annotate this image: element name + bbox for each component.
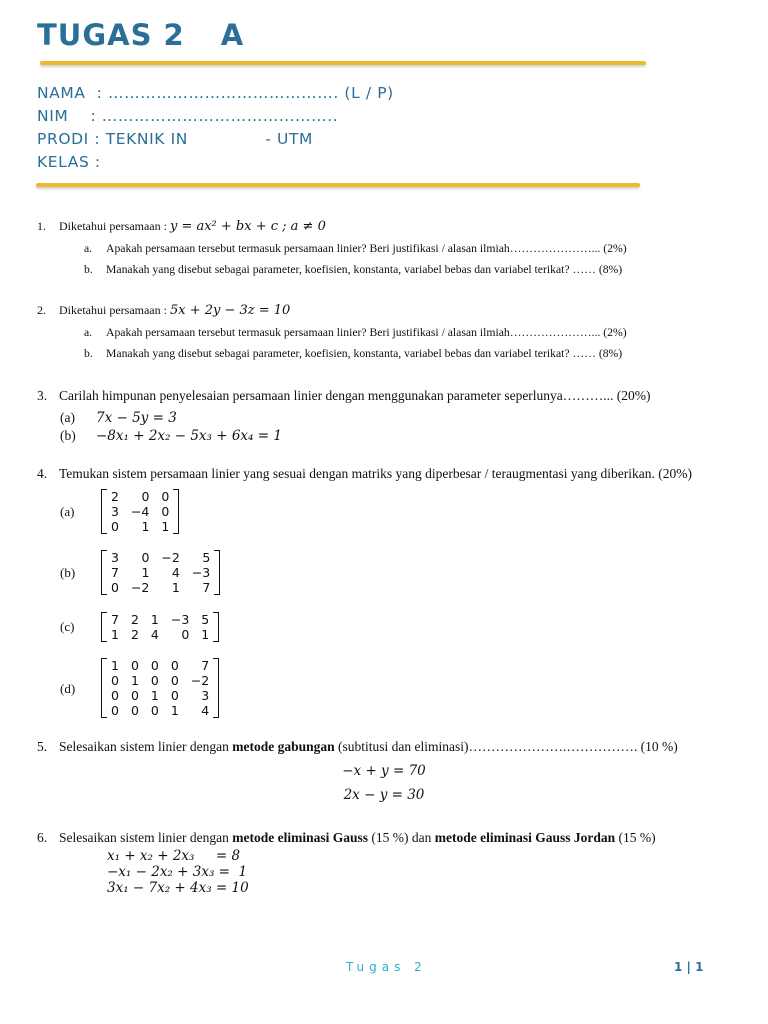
question-2: 2. Diketahui persamaan : 5x + 2y − 3z = 10 [37, 303, 291, 318]
question-1a: a. Apakah persamaan tersebut termasuk persamaan linier? Beri justifikasi / alasan ilmiah…………………... (2%) [84, 242, 627, 255]
matrix-b [101, 550, 220, 595]
q6-equation-1: x₁ + x₂ + 2x₃ = 8 [107, 848, 241, 864]
kelas-line: KELAS : [37, 153, 101, 171]
matrix-cell: 0 [130, 658, 139, 673]
q6-equation-3: 3x₁ − 7x₂ + 4x₃ = 10 [107, 880, 249, 896]
matrix-cell: 7 [201, 658, 210, 673]
matrix-row [105, 550, 216, 565]
matrix-cell: 0 [150, 703, 159, 718]
matrix-cell: 4 [150, 627, 159, 642]
nama-line: NAMA : ……………………………………. (L / P) [37, 84, 394, 102]
matrix-row [105, 673, 215, 688]
title-main: TUGAS 2 [37, 18, 185, 52]
question-1b: b. Manakah yang disebut sebagai parameter, koefisien, konstanta, variabel bebas dan variabel terikat? …… (8%) [84, 263, 623, 276]
question-5: 5. Selesaikan sistem linier dengan metode gabungan (subtitusi dan eliminasi)………………….……………. (10 %) [37, 739, 678, 754]
matrix-cell: 2 [130, 612, 139, 627]
matrix-cell: 1 [130, 673, 139, 688]
nim-line: NIM : …………………………………….. [37, 107, 339, 125]
matrix-cell: 1 [141, 519, 150, 534]
question-1: 1. Diketahui persamaan : y = ax² + bx + c ; a ≠ 0 [37, 219, 326, 234]
matrix-row [105, 703, 215, 718]
matrix-cell: 1 [141, 565, 150, 580]
matrix-cell: 0 [161, 489, 170, 504]
matrix-cell: −2 [190, 673, 210, 688]
matrix-cell: 1 [161, 519, 170, 534]
matrix-cell: 2 [130, 627, 139, 642]
matrix-cell: 0 [130, 703, 139, 718]
matrix-cell: 0 [111, 703, 119, 718]
matrix-cell: 0 [161, 504, 170, 519]
matrix-cell: −2 [161, 550, 180, 565]
page-title [37, 18, 244, 52]
matrix-cell: 2 [111, 489, 119, 504]
footer-title: Tugas 2 [346, 960, 427, 974]
matrix-cell: 4 [171, 565, 180, 580]
matrix-row [105, 612, 215, 627]
matrix-cell: 0 [141, 550, 150, 565]
matrix-cell: −2 [130, 580, 150, 595]
matrix-cell: 1 [201, 627, 210, 642]
matrix-a [101, 489, 179, 534]
matrix-row [105, 658, 215, 673]
matrix-cell: −3 [170, 612, 190, 627]
matrix-cell: 0 [111, 580, 119, 595]
matrix-cell: −4 [130, 504, 150, 519]
matrix-cell: 1 [111, 658, 119, 673]
matrix-cell: 1 [150, 612, 159, 627]
question-2a: a. Apakah persamaan tersebut termasuk persamaan linier? Beri justifikasi / alasan ilmiah…………………... (2%) [84, 326, 627, 339]
matrix-cell: 5 [202, 550, 211, 565]
matrix-row [105, 580, 216, 595]
q5-equation-1: −x + y = 70 [342, 763, 426, 779]
prodi-line: PRODI : TEKNIK IN - UTM [37, 130, 314, 148]
bottom-rule [36, 183, 640, 187]
matrix-cell: 0 [170, 688, 179, 703]
matrix-cell: 7 [111, 612, 119, 627]
matrix-row [105, 688, 215, 703]
matrix-cell: 0 [141, 489, 150, 504]
q6-system [107, 848, 249, 896]
question-3a: (a) 7x − 5y = 3 [60, 410, 177, 426]
matrix-cell: 0 [111, 673, 119, 688]
matrix-cell: 0 [111, 688, 119, 703]
matrix-cell: 3 [111, 504, 119, 519]
matrix-cell: 1 [111, 627, 119, 642]
matrix-cell: 0 [111, 519, 119, 534]
matrix-cell: 1 [150, 688, 159, 703]
q6-equation-2: −x₁ − 2x₂ + 3x₃ = 1 [107, 864, 248, 880]
matrix-cell: 0 [130, 688, 139, 703]
matrix-cell: 0 [170, 658, 179, 673]
matrix-cell: 0 [150, 673, 159, 688]
matrix-cell: 5 [201, 612, 210, 627]
matrix-c-label: (c) [60, 619, 75, 634]
matrix-row [105, 519, 175, 534]
matrix-cell: 1 [170, 703, 179, 718]
matrix-row [105, 627, 215, 642]
matrix-cell: 7 [202, 580, 211, 595]
matrix-b-label: (b) [60, 565, 76, 580]
question-3: 3. Carilah himpunan penyelesaian persamaan linier dengan menggunakan parameter seperlunya………... (20%) [37, 388, 651, 403]
matrix-cell: 3 [111, 550, 119, 565]
question-6: 6. Selesaikan sistem linier dengan metode eliminasi Gauss (15 %) dan metode eliminasi Gauss Jordan (15 %) [37, 830, 656, 845]
matrix-row [105, 565, 216, 580]
q5-equation-2: 2x − y = 30 [343, 787, 425, 803]
question-2b: b. Manakah yang disebut sebagai parameter, koefisien, konstanta, variabel bebas dan variabel terikat? …… (8%) [84, 347, 623, 360]
top-rule [40, 61, 646, 65]
matrix-cell: 1 [171, 580, 180, 595]
matrix-a-label: (a) [60, 504, 75, 519]
matrix-cell: 0 [181, 627, 190, 642]
matrix-d-label: (d) [60, 681, 76, 696]
page-number: 1 | 1 [674, 960, 704, 974]
question-3b: (b) −8x₁ + 2x₂ − 5x₃ + 6x₄ = 1 [60, 428, 282, 444]
q2-equation: 5x + 2y − 3z = 10 [169, 303, 291, 318]
matrix-row [105, 504, 175, 519]
q1-equation: y = ax² + bx + c ; a ≠ 0 [169, 219, 326, 234]
matrix-cell: 4 [201, 703, 210, 718]
matrix-d [101, 658, 219, 718]
title-suffix: A [220, 18, 245, 52]
matrix-cell: 0 [170, 673, 179, 688]
matrix-c [101, 612, 219, 642]
matrix-cell: 3 [201, 688, 210, 703]
matrix-row [105, 489, 175, 504]
question-4: 4. Temukan sistem persamaan linier yang sesuai dengan matriks yang diperbesar / teraugmentasi yang diberikan. (20%) [37, 466, 692, 481]
matrix-cell: 7 [111, 565, 119, 580]
matrix-cell: −3 [191, 565, 211, 580]
matrix-cell: 0 [150, 658, 159, 673]
